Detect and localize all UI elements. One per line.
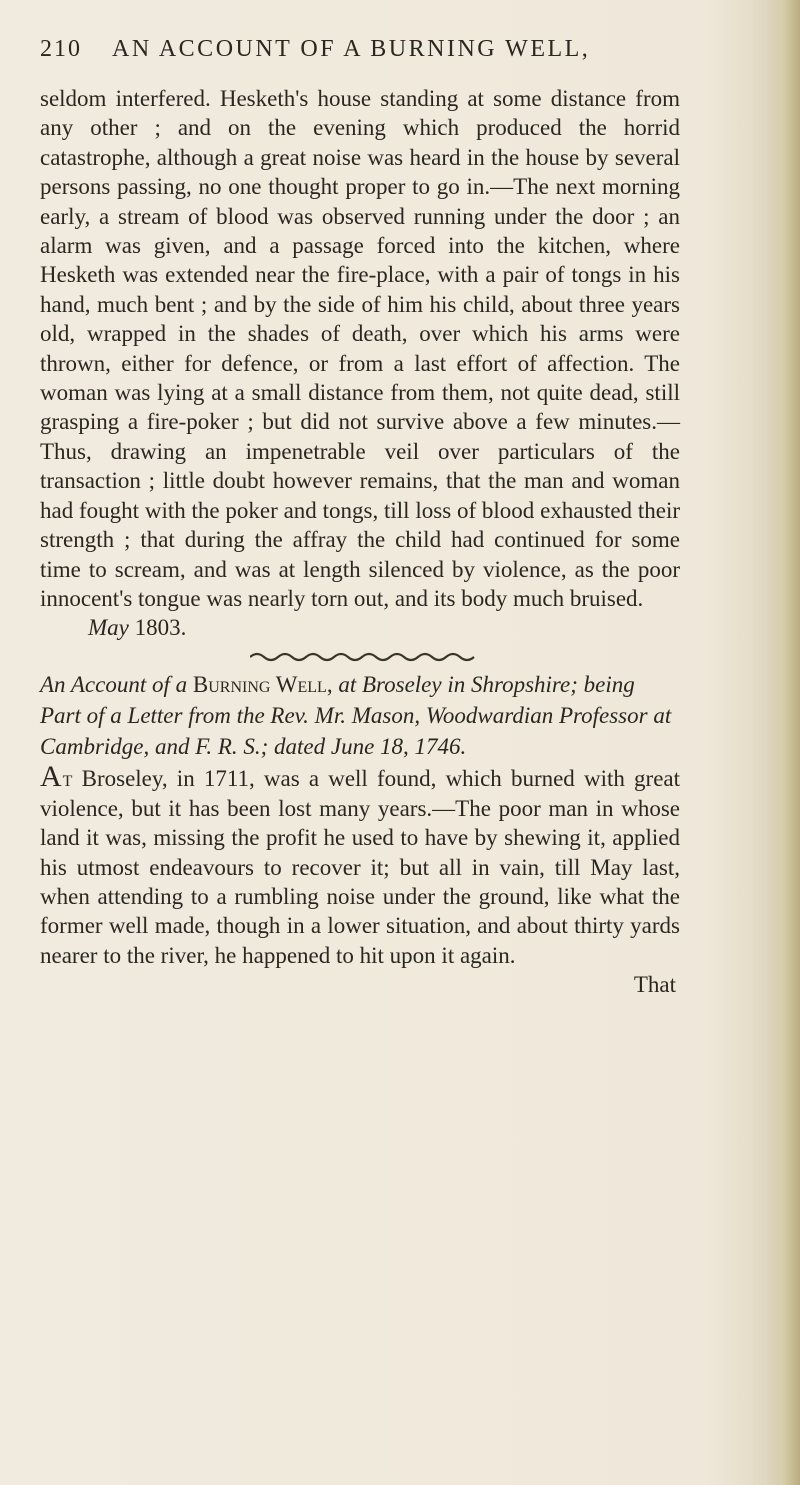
- running-head: [40, 36, 680, 76]
- drop-cap: A: [40, 760, 63, 794]
- paragraph-broseley-text: Broseley, in 1711, was a well found, which burned with great violence, but it has been lost many years.—The poor man in whose land it was, missing the profit he used to have by shewing it, applied his utmost endeavours to recover it; but all in vain, till May last, when attending to a rumbling noise under the ground, like what the former well made, though in a lower situation, and about thirty yards nearer to the river, he happened to hit upon it again.: [40, 766, 680, 968]
- dateline-year: 1803.: [134, 615, 187, 641]
- wavy-rule-ornament: [250, 651, 480, 663]
- heading-part-1: An Account of a: [40, 672, 193, 698]
- paragraph-broseley: [40, 762, 680, 970]
- paragraph-hesketh: seldom interfered. Hesketh's house standing at some distance from any other ; and on the evening which produced the horrid catastrophe, although a great noise was heard in the house by several persons passing, no one thought proper to go in.—The next morning early, a stream of blood was observed running under the door ; an alarm was given, and a passage forced into the kitchen, where Hesketh was extended near the fire-place, with a pair of tongs in his hand, much bent ; and by the side of him his child, about three years old, wrapped in the shades of death, over which his arms were thrown, either for defence, or from a last effort of affection. The woman was lying at a small distance from them, not quite dead, still grasping a fire-poker ; but did not survive above a few minutes.—Thus, drawing an impenetrable veil over particulars of the transaction ; little doubt however remains, that the man and woman had fought with the poker and tongs, till loss of blood exhausted their strength ; that during the affray the child had continued for some time to scream, and was at length silenced by violence, as the poor innocent's tongue was nearly torn out, and its body much bruised.: [40, 86, 680, 611]
- catchword: That: [633, 972, 676, 998]
- article-heading: [40, 669, 680, 762]
- page-edge-shadow: [770, 0, 800, 1485]
- dateline: [88, 613, 680, 643]
- running-title: AN ACCOUNT OF A BURNING WELL,: [112, 36, 591, 62]
- heading-part-3: at Broseley in Shropshire; being Part of a Letter from the Rev. Mr. Mason, Woodwardian Professor at Cambridge, and F. R. S.; dated June 18, 1746.: [40, 672, 672, 760]
- page-number: 210: [40, 36, 82, 62]
- heading-burning-well: Burning Well,: [192, 672, 333, 698]
- dateline-month: May: [88, 615, 129, 641]
- first-word-rest: t: [62, 766, 73, 792]
- text-block: [40, 84, 680, 1000]
